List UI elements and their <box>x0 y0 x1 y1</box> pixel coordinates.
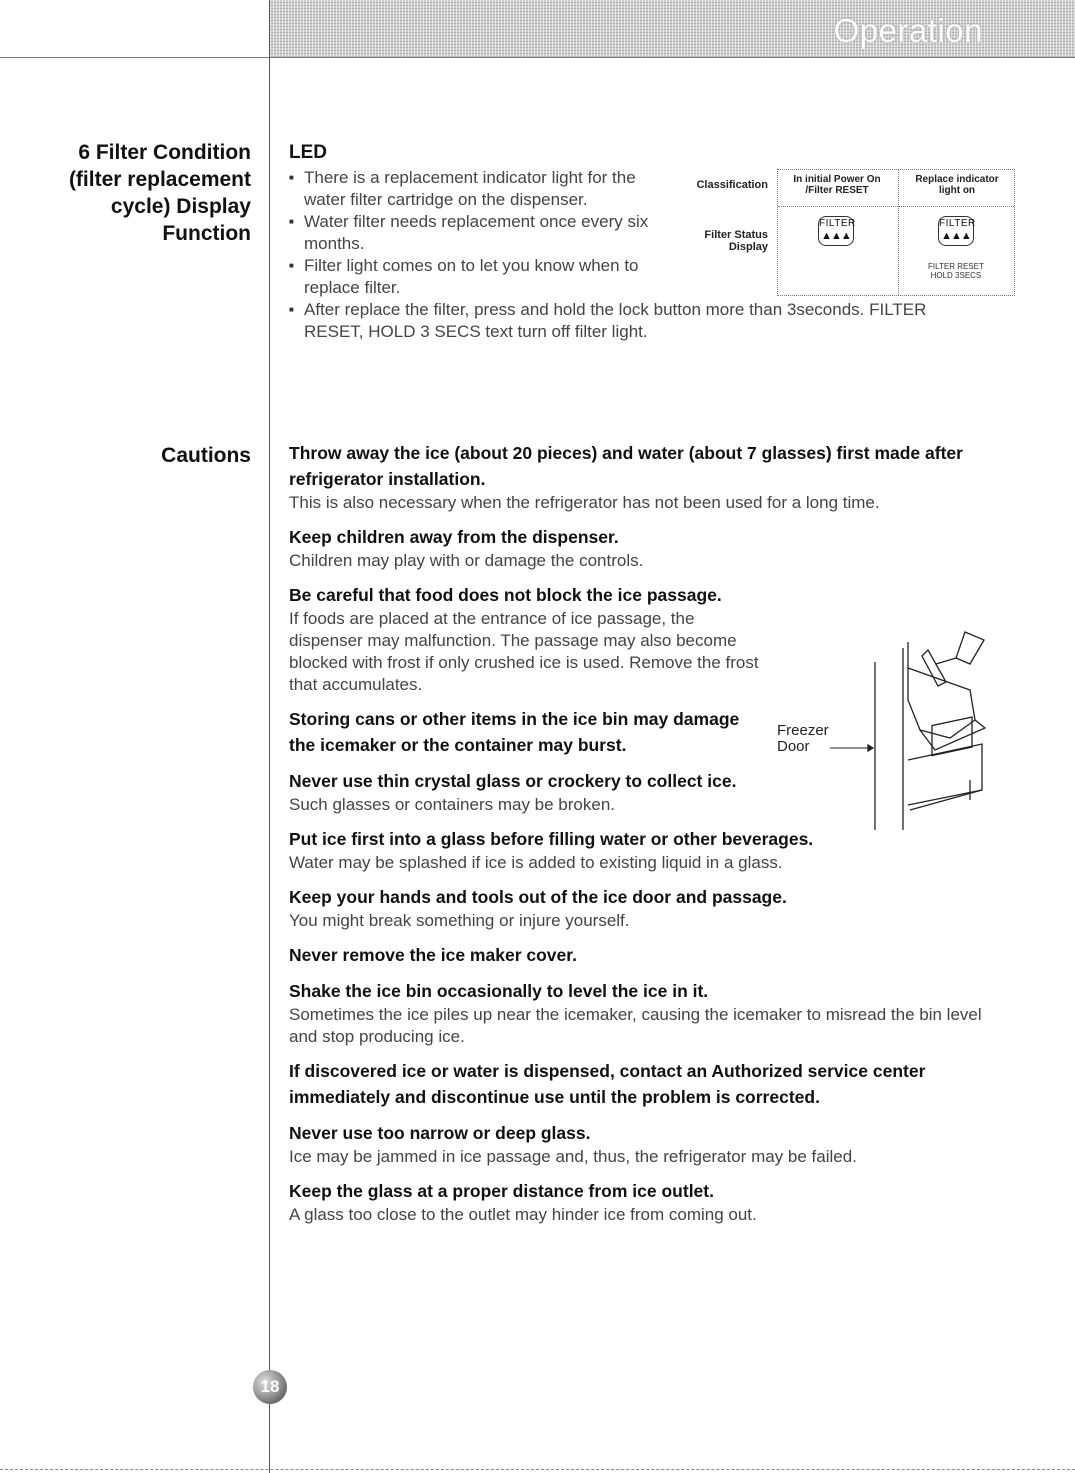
freezer-door-diagram <box>770 620 1020 840</box>
caution-item: Storing cans or other items in the ice bin may damage the icemaker or the container may burst. <box>289 709 740 755</box>
led-bullet-item: ■ After replace the filter, press and hold the lock button more than 3seconds. FILTER RESET, HOLD 3 SECS text turn off filter light. <box>289 299 944 343</box>
caution-item: If discovered ice or water is dispensed, contact an Authorized service center immediately and discontinue use until the problem is corrected. <box>289 1061 926 1107</box>
caution-item: Never remove the ice maker cover. <box>289 945 577 965</box>
caution-item: Throw away the ice (about 20 pieces) and water (about 7 glasses) first made after refrigerator installation. This is also necessary when the refrigerator has not been used for a long time. <box>289 443 963 512</box>
led-bullet-item: ■ Filter light comes on to let you know when to replace filter. <box>289 255 679 299</box>
col-header-replace-indicator: Replace indicator light on <box>915 174 999 196</box>
led-bullet-item: ■ Water filter needs replacement once every six months. <box>289 211 679 255</box>
led-bullet-item: ■ There is a replacement indicator light for the water filter cartridge on the dispenser. <box>289 167 679 211</box>
caution-item: Keep the glass at a proper distance from ice outlet. A glass too close to the outlet may hinder ice from coming out. <box>289 1181 757 1224</box>
filter-status-table <box>777 169 1015 296</box>
water-drops-icon: ▲▲▲ <box>821 230 851 242</box>
caution-item: Keep children away from the dispenser. Children may play with or damage the controls. <box>289 527 644 570</box>
caution-item: Never use thin crystal glass or crockery to collect ice. Such glasses or containers may be broken. <box>289 771 737 814</box>
filter-reset-text: FILTER RESET HOLD 3SECS <box>928 262 984 280</box>
col-header-initial-power: In initial Power On /Filter RESET <box>793 174 881 196</box>
water-drops-icon: ▲▲▲ <box>941 230 971 242</box>
caution-item: Keep your hands and tools out of the ice door and passage. You might break something or injure yourself. <box>289 887 787 930</box>
caution-item: Shake the ice bin occasionally to level the ice in it. Sometimes the ice piles up near the icemaker, causing the icemaker to misread the bin level and stop producing ice. <box>289 981 982 1046</box>
classification-label: Classification <box>696 179 768 191</box>
section-header-band <box>270 0 1075 57</box>
filter-indicator-icon: FILTER ▲▲▲ <box>938 216 974 246</box>
freezer-door-label: Freezer Door <box>777 722 829 755</box>
caution-item: Put ice first into a glass before filling water or other beverages. Water may be splashed if ice is added to existing liquid in a glass. <box>289 829 814 872</box>
margin-divider <box>269 0 270 1473</box>
cautions-heading: Cautions <box>161 444 251 467</box>
table-divider <box>778 206 1014 207</box>
bottom-divider <box>0 1469 1075 1470</box>
page-number-badge: 18 <box>253 1370 287 1404</box>
filter-indicator-icon: FILTER ▲▲▲ <box>818 216 854 246</box>
top-divider <box>0 57 1075 58</box>
filter-status-label: Filter Status Display <box>704 229 768 253</box>
caution-item: Never use too narrow or deep glass. Ice may be jammed in ice passage and, thus, the refrigerator may be failed. <box>289 1123 857 1166</box>
led-title: LED <box>289 142 327 163</box>
section-title: Operation <box>833 12 983 49</box>
caution-item: Be careful that food does not block the ice passage. If foods are placed at the entrance of ice passage, the dispenser may malfunction. The passage may also become blocked with frost if only crushed ice is used. Remove the frost that accumulates. <box>289 585 759 694</box>
filter-section-heading: 6 Filter Condition (filter replacement cycle) Display Function <box>68 141 251 245</box>
